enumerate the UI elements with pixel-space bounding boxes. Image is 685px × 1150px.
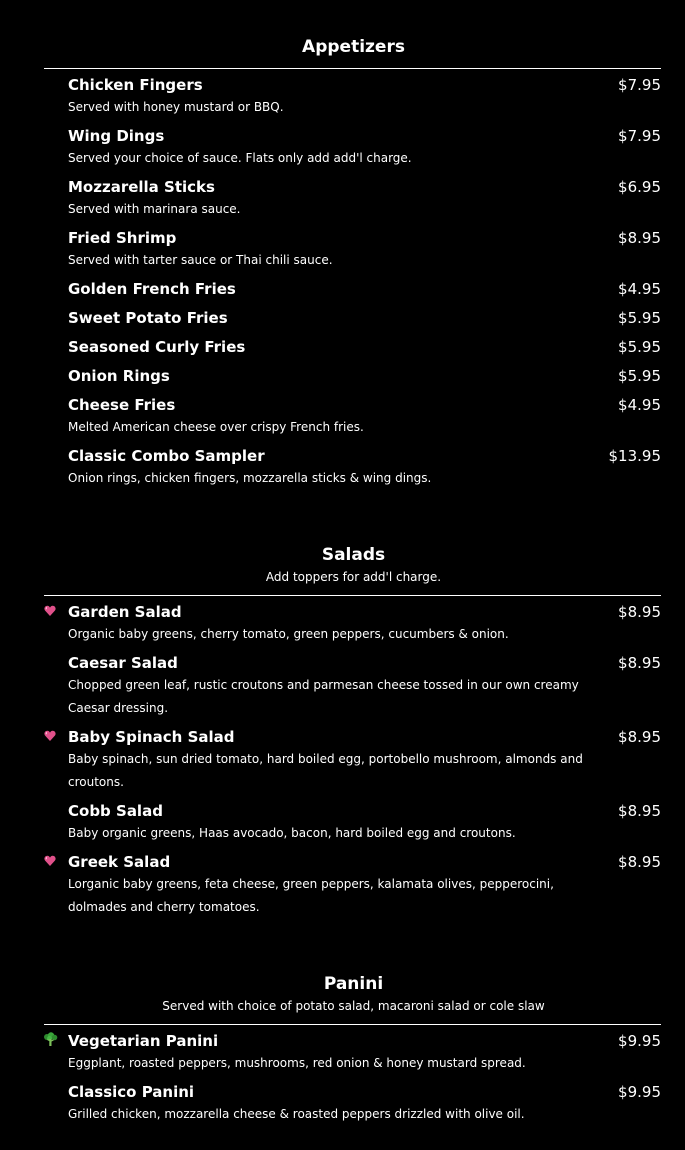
- menu-item: [68, 394, 661, 439]
- menu-item: [68, 1030, 661, 1075]
- item-price: $8.95: [618, 728, 661, 746]
- item-description: Lorganic baby greens, feta cheese, green peppers, kalamata olives, pepperocini, dolmades and cherry tomatoes.: [68, 877, 554, 914]
- item-name: Baby Spinach Salad: [68, 728, 235, 746]
- item-price: $6.95: [618, 178, 661, 196]
- item-name: Greek Salad: [68, 853, 171, 871]
- menu-item: [68, 307, 661, 329]
- menu-item: [68, 365, 661, 387]
- item-description: Served with honey mustard or BBQ.: [68, 100, 284, 114]
- panini-section: [0, 919, 685, 1126]
- heart-icon: [44, 730, 56, 742]
- item-price: $8.95: [618, 853, 661, 871]
- menu-item: [68, 800, 661, 845]
- item-name: Garden Salad: [68, 603, 182, 621]
- heart-icon: [44, 855, 56, 867]
- item-name: Chicken Fingers: [68, 76, 203, 94]
- item-price: $9.95: [618, 1083, 661, 1101]
- item-description: Organic baby greens, cherry tomato, green peppers, cucumbers & onion.: [68, 627, 509, 641]
- section-subtitle: Add toppers for add'l charge.: [265, 570, 442, 584]
- item-price: $13.95: [608, 447, 661, 465]
- item-price: $8.95: [618, 654, 661, 672]
- item-name: Sweet Potato Fries: [68, 309, 228, 327]
- item-name: Onion Rings: [68, 367, 170, 385]
- item-description: Grilled chicken, mozzarella cheese & roasted peppers drizzled with olive oil.: [68, 1107, 525, 1121]
- menu-item: [68, 125, 661, 170]
- item-name: Cobb Salad: [68, 802, 163, 820]
- menu-item: [68, 726, 661, 794]
- item-price: $8.95: [618, 229, 661, 247]
- item-price: $7.95: [618, 76, 661, 94]
- item-name: Classic Combo Sampler: [68, 447, 265, 465]
- item-description: Onion rings, chicken fingers, mozzarella sticks & wing dings.: [68, 471, 432, 485]
- item-description: Baby spinach, sun dried tomato, hard boiled egg, portobello mushroom, almonds and croutons.: [68, 752, 583, 789]
- item-price: $5.95: [618, 367, 661, 385]
- item-price: $5.95: [618, 338, 661, 356]
- item-price: $4.95: [618, 280, 661, 298]
- item-description: Melted American cheese over crispy French fries.: [68, 420, 364, 434]
- item-name: Golden French Fries: [68, 280, 236, 298]
- item-price: $8.95: [618, 603, 661, 621]
- menu-item: [68, 227, 661, 272]
- menu-item: [68, 1081, 661, 1126]
- broccoli-icon: [43, 1032, 58, 1047]
- item-name: Caesar Salad: [68, 654, 178, 672]
- item-price: $8.95: [618, 802, 661, 820]
- item-name: Vegetarian Panini: [68, 1032, 219, 1050]
- menu-item: [68, 652, 661, 720]
- item-name: Cheese Fries: [68, 396, 176, 414]
- item-description: Eggplant, roasted peppers, mushrooms, red onion & honey mustard spread.: [68, 1056, 526, 1070]
- menu-item: [68, 336, 661, 358]
- item-description: Baby organic greens, Haas avocado, bacon, hard boiled egg and croutons.: [68, 826, 516, 840]
- salads-section: [0, 490, 685, 919]
- item-name: Fried Shrimp: [68, 229, 177, 247]
- item-price: $5.95: [618, 309, 661, 327]
- menu-item: [68, 278, 661, 300]
- section-title: Panini: [323, 974, 384, 994]
- item-price: $4.95: [618, 396, 661, 414]
- item-description: Served with marinara sauce.: [68, 202, 241, 216]
- menu-item: [68, 74, 661, 119]
- item-price: $7.95: [618, 127, 661, 145]
- section-subtitle: Served with choice of potato salad, macaroni salad or cole slaw: [162, 999, 545, 1013]
- section-title: Salads: [321, 545, 386, 565]
- menu-item: [68, 445, 661, 490]
- item-description: Chopped green leaf, rustic croutons and parmesan cheese tossed in our own creamy Caesar dressing.: [68, 678, 579, 715]
- item-description: Served with tarter sauce or Thai chili sauce.: [68, 253, 333, 267]
- item-name: Wing Dings: [68, 127, 165, 145]
- section-title: Appetizers: [302, 37, 405, 57]
- heart-icon: [44, 605, 56, 617]
- menu-item: [68, 601, 661, 646]
- menu-item: [68, 176, 661, 221]
- appetizers-section: [0, 0, 685, 490]
- item-description: Served your choice of sauce. Flats only add add'l charge.: [68, 151, 412, 165]
- item-name: Mozzarella Sticks: [68, 178, 215, 196]
- menu-item: [68, 851, 661, 919]
- item-price: $9.95: [618, 1032, 661, 1050]
- item-name: Seasoned Curly Fries: [68, 338, 246, 356]
- item-name: Classico Panini: [68, 1083, 195, 1101]
